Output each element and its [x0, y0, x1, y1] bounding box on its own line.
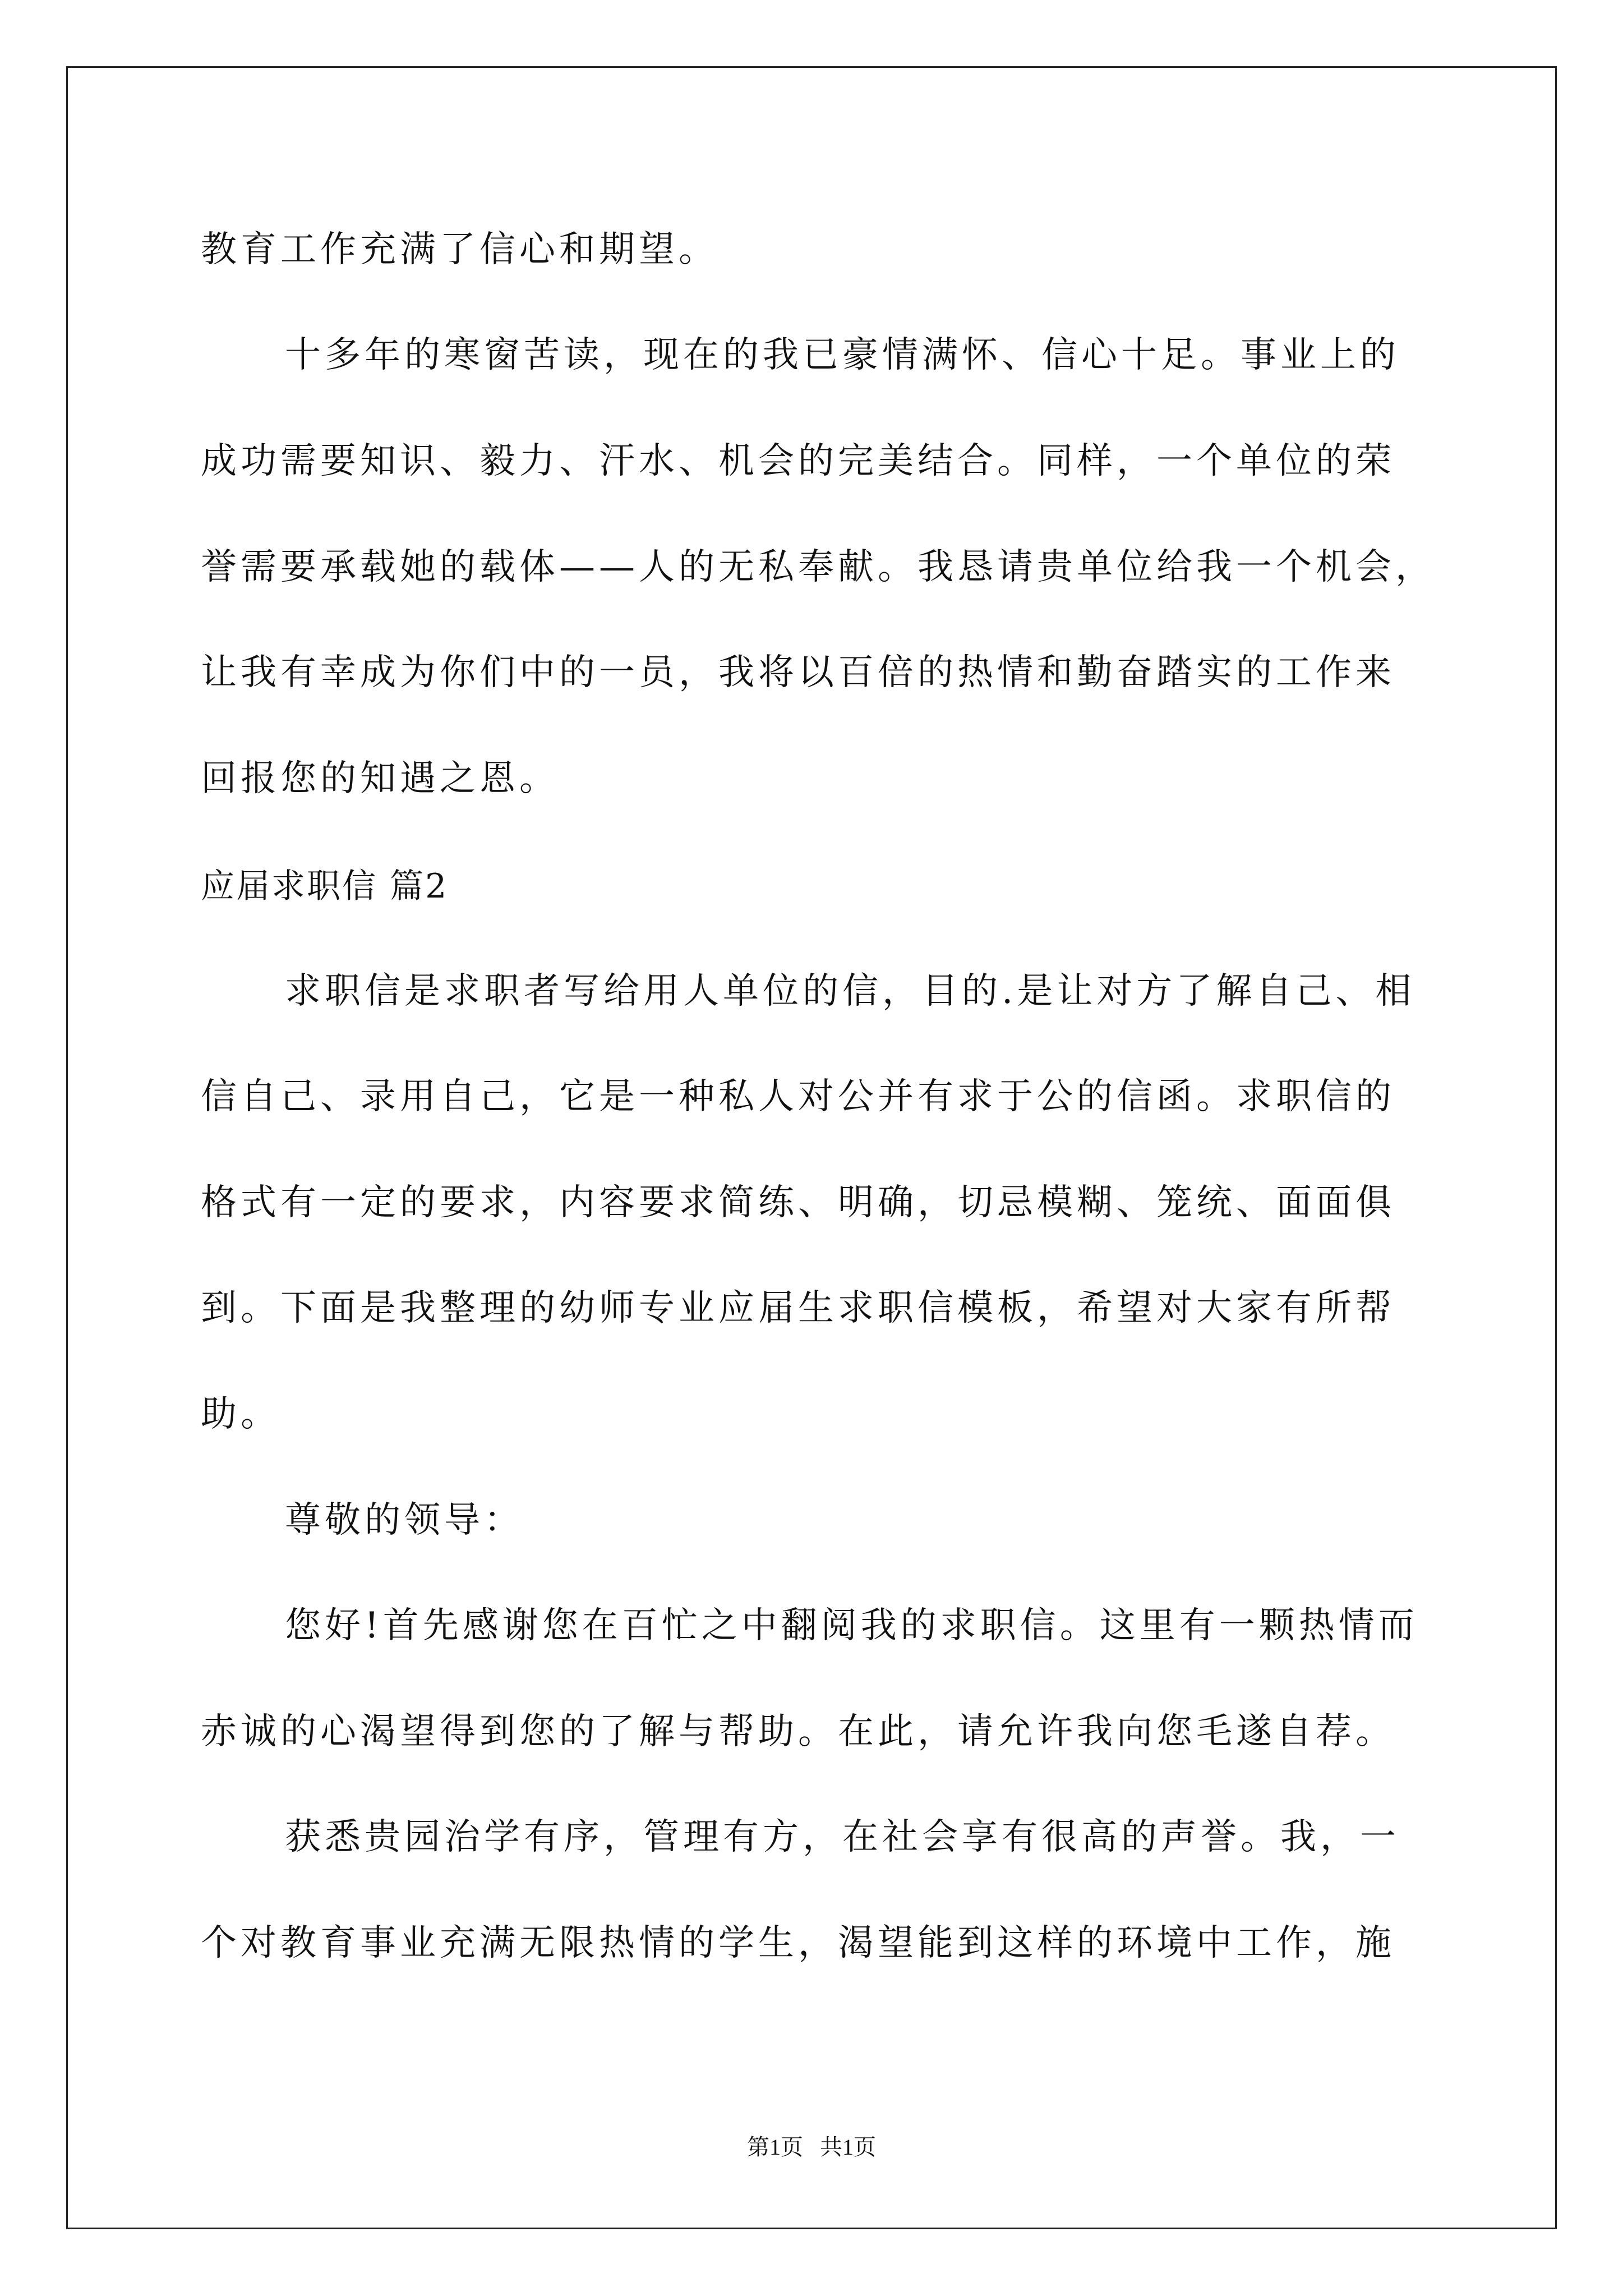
text-line: 教育工作充满了信心和期望。	[201, 229, 718, 270]
text-line: 您好!首先感谢您在百忙之中翻阅我的求职信。这里有一颗热情而	[285, 1605, 1418, 1646]
text-line: 誉需要承载她的载体——人的无私奉献。我恳请贵单位给我一个机会，	[201, 546, 1435, 588]
text-line: 回报您的知遇之恩。	[201, 758, 559, 799]
text-line: 求职信是求职者写给用人单位的信，目的.是让对方了解自己、相	[285, 970, 1415, 1012]
text-line: 让我有幸成为你们中的一员，我将以百倍的热情和勤奋踏实的工作来	[201, 652, 1395, 693]
text-line: 赤诚的心渴望得到您的了解与帮助。在此，请允许我向您毛遂自荐。	[201, 1711, 1395, 1752]
text-line: 助。	[201, 1393, 280, 1435]
salutation: 尊敬的领导：	[285, 1499, 524, 1541]
text-line: 十多年的寒窗苦读，现在的我已豪情满怀、信心十足。事业上的	[285, 334, 1400, 376]
text-line: 到。下面是我整理的幼师专业应届生求职信模板，希望对大家有所帮	[201, 1287, 1395, 1329]
text-line: 个对教育事业充满无限热情的学生，渴望能到这样的环境中工作，施	[201, 1922, 1395, 1964]
text-line: 格式有一定的要求，内容要求简练、明确，切忌模糊、笼统、面面俱	[201, 1182, 1395, 1223]
page-total: 共1页	[820, 2134, 876, 2160]
text-line: 获悉贵园治学有序，管理有方，在社会享有很高的声誉。我，一	[285, 1816, 1400, 1858]
text-line: 信自己、录用自己，它是一种私人对公并有求于公的信函。求职信的	[201, 1076, 1395, 1117]
text-line: 成功需要知识、毅力、汗水、机会的完美结合。同样，一个单位的荣	[201, 440, 1395, 482]
page-border	[66, 66, 1557, 2229]
page-number: 第1页	[747, 2134, 803, 2160]
page-footer	[0, 2136, 1623, 2159]
section-heading: 应届求职信 篇2	[201, 867, 449, 906]
